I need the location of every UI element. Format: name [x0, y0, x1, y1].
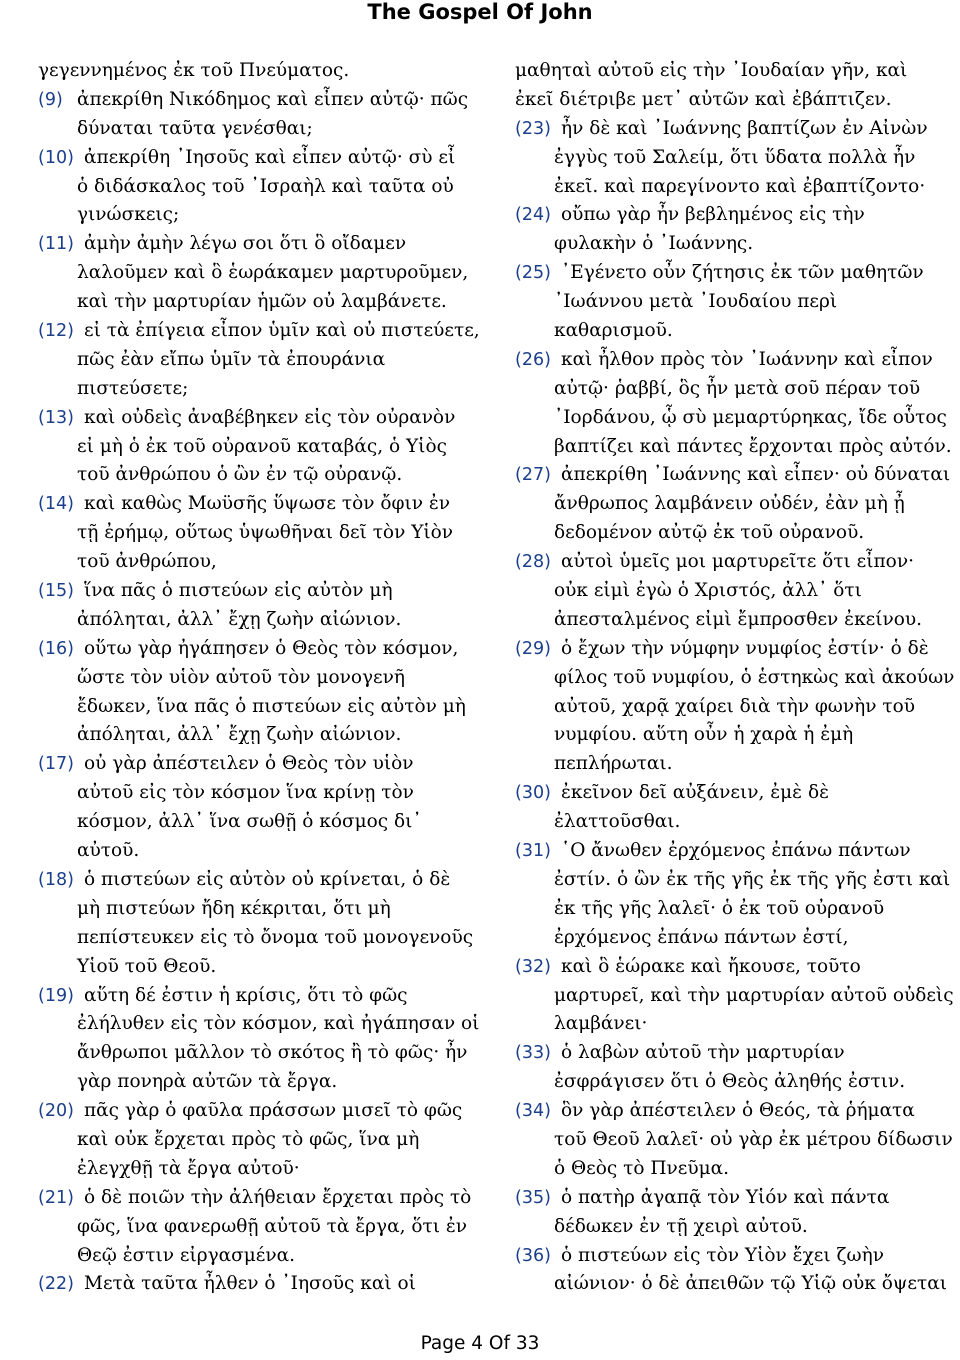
verse-text: ᾿Εγένετο οὖν ζήτησις ἐκ τῶν μαθητῶν [561, 262, 924, 284]
verse-text: οὐ γὰρ ἀπέστειλεν ὁ Θεὸς τὸν υἱὸν [84, 753, 414, 775]
verse-number: (30) [515, 783, 551, 804]
verse [38, 317, 480, 404]
verse-number: (9) [38, 89, 63, 110]
verse-text: ὁ λαβὼν αὐτοῦ τὴν μαρτυρίαν [561, 1042, 845, 1064]
verse-text: γὰρ πονηρὰ αὐτῶν τὰ ἔργα. [77, 1071, 338, 1093]
verse-number: (26) [515, 349, 551, 370]
verse-line [515, 953, 945, 982]
verse-text: οὔπω γὰρ ἦν βεβλημένος εἰς τὴν [561, 204, 865, 226]
verse-line [38, 721, 458, 750]
verse-text: ἀπόληται, ἀλλ᾿ ἔχῃ ζωὴν αἰώνιον. [77, 608, 402, 630]
verse-text: οὕτω γὰρ ἠγάπησεν ὁ Θεὸς τὸν κόσμον, [84, 637, 459, 659]
verse [38, 750, 458, 866]
verse [515, 779, 945, 837]
verse-line [38, 173, 458, 202]
verse [38, 86, 469, 144]
verse-line [38, 895, 458, 924]
verse-line [38, 1270, 458, 1299]
verse-number: (21) [38, 1187, 74, 1208]
verse-line [515, 519, 945, 548]
verse-line [515, 433, 952, 462]
verse-text: ἦν δὲ καὶ ᾿Ιωάννης βαπτίζων ἐν Αἰνὼν [561, 117, 928, 139]
verse-text: ᾿Ιωάννου μετὰ ᾿Ιουδαίου περὶ [554, 291, 838, 313]
verse-text: ἵνα πᾶς ὁ πιστεύων εἰς αὐτὸν μὴ [84, 580, 393, 602]
verse-line [515, 750, 945, 779]
verse-text: πιστεύσετε; [77, 377, 189, 399]
verse-line [38, 144, 458, 173]
verse-line [515, 57, 945, 86]
verse-line [515, 1097, 945, 1126]
verse-number: (11) [38, 234, 74, 255]
verse [38, 1184, 472, 1271]
verse-line [515, 1039, 945, 1068]
verse-line [515, 375, 945, 404]
verse-text: λαμβάνει· [554, 1013, 648, 1035]
verse-text: τοῦ ἀνθρώπου, [77, 551, 217, 573]
page-title: The Gospel Of John [367, 0, 593, 24]
verse [38, 1097, 463, 1184]
verse [515, 57, 945, 115]
verse-line [38, 635, 458, 664]
verse-text: ἄνθρωπος λαμβάνειν οὐδέν, ἐὰν μὴ ᾖ [554, 493, 905, 515]
verse-text: καθαρισμοῦ. [554, 320, 673, 342]
verse-text: τοῦ ἀνθρώπου ὁ ὢν ἐν τῷ οὐρανῷ. [77, 464, 403, 486]
verse-text: πεπλήρωται. [554, 753, 673, 775]
verse-number: (22) [38, 1274, 74, 1295]
verse-text: ἐλεγχθῇ τὰ ἔργα αὐτοῦ· [77, 1157, 300, 1179]
verse [515, 1097, 953, 1184]
verse-text: ἐστίν. ὁ ὢν ἐκ τῆς γῆς ἐκ τῆς γῆς ἐστι καὶ [554, 868, 951, 890]
verse-line [38, 1039, 468, 1068]
verse-text: πεπίστευκεν εἰς τὸ ὄνομα τοῦ μονογενοῦς [77, 926, 474, 948]
verse-text: ἐγγὺς τοῦ Σαλείμ, ὅτι ὕδατα πολλὰ ἦν [554, 146, 916, 168]
verse-line [515, 346, 945, 375]
verse-line [515, 693, 945, 722]
verse-line [38, 1097, 463, 1126]
verse-text: ἐλήλυθεν εἰς τὸν κόσμον, καὶ ἠγάπησαν οἱ [77, 1013, 480, 1035]
verse-line [515, 837, 945, 866]
verse-text: Θεῷ ἐστιν εἰργασμένα. [77, 1244, 296, 1266]
verse-number: (31) [515, 841, 551, 862]
verse-text: αὐτοῦ εἰς τὸν κόσμον ἵνα κρίνῃ τὸν [77, 782, 414, 804]
verse-text: ἐλαττοῦσθαι. [554, 811, 681, 833]
verse-number: (13) [38, 407, 74, 428]
verse [515, 461, 951, 548]
verse-line [38, 1242, 458, 1271]
verse [38, 57, 458, 86]
verse [515, 1242, 945, 1300]
verse-text: ἐκεῖνον δεῖ αὐξάνειν, ἐμὲ δὲ [561, 782, 830, 804]
verse [38, 1270, 458, 1299]
verse-line [38, 693, 466, 722]
verse-text: λαλοῦμεν καὶ ὃ ἑωράκαμεν μαρτυροῦμεν, [77, 262, 469, 284]
verse-line [38, 490, 458, 519]
verse-number: (12) [38, 321, 74, 342]
verse-line [38, 982, 458, 1011]
verse-text: ἐκ τῆς γῆς λαλεῖ· ὁ ἐκ τοῦ οὐρανοῦ [554, 897, 885, 919]
verse-line [38, 866, 458, 895]
verse-number: (34) [515, 1101, 551, 1122]
verse [38, 982, 480, 1098]
page-number: Page 4 Of 33 [420, 1333, 540, 1354]
verse-number: (15) [38, 581, 74, 602]
verse-text: αὐτοὶ ὑμεῖς μοι μαρτυρεῖτε ὅτι εἶπον· [561, 551, 914, 573]
verse-line [515, 779, 945, 808]
verse-text: τῇ ἐρήμῳ, οὕτως ὑψωθῆναι δεῖ τὸν Υἱὸν [77, 522, 454, 544]
verse-text: καὶ οὐκ ἔρχεται πρὸς τὸ φῶς, ἵνα μὴ [77, 1128, 420, 1150]
verse-line [38, 750, 458, 779]
verse-line [515, 1242, 945, 1271]
verse-line [38, 606, 458, 635]
verse-text: ὁ πιστεύων εἰς αὐτὸν οὐ κρίνεται, ὁ δὲ [84, 868, 451, 890]
verse-number: (33) [515, 1043, 551, 1064]
verse [38, 404, 458, 491]
verse-line [515, 721, 945, 750]
verse-text: ἔδωκεν, ἵνα πᾶς ὁ πιστεύων εἰς αὐτὸν μὴ [77, 695, 466, 717]
verse-text: αἰώνιον· ὁ δὲ ἀπειθῶν τῷ Υἱῷ οὐκ ὄψεται [554, 1273, 947, 1295]
verse-text: Υἱοῦ τοῦ Θεοῦ. [77, 955, 217, 977]
verse-line [515, 895, 945, 924]
verse-line [38, 461, 458, 490]
verse-line [515, 606, 945, 635]
verse-line [515, 1155, 945, 1184]
verse-text: οὐκ εἰμὶ ἐγὼ ὁ Χριστός, ἀλλ᾿ ὅτι [554, 580, 862, 602]
verse-number: (32) [515, 956, 551, 977]
verse-line [38, 375, 458, 404]
verse-number: (25) [515, 263, 551, 284]
verse [515, 1039, 945, 1097]
verse-text: φίλος τοῦ νυμφίου, ὁ ἑστηκὼς καὶ ἀκούων [554, 666, 955, 688]
verse-number: (20) [38, 1101, 74, 1122]
verse-line [515, 461, 951, 490]
verse-number: (24) [515, 205, 551, 226]
verse-line [38, 924, 474, 953]
verse-line [515, 1184, 945, 1213]
verse-line [515, 317, 945, 346]
verse [515, 548, 945, 635]
verse-line [38, 288, 458, 317]
verse-line [515, 144, 945, 173]
verse-text: ἀπεκρίθη ᾿Ιωάννης καὶ εἶπεν· οὐ δύναται [561, 464, 951, 486]
verse-line [38, 1184, 472, 1213]
verse-text: βαπτίζει καὶ πάντες ἔρχονται πρὸς αὐτόν. [554, 435, 952, 457]
verse-line [515, 924, 945, 953]
verse-line [515, 259, 945, 288]
verse-text: αὐτῷ· ῥαββί, ὃς ἦν μετὰ σοῦ πέραν τοῦ [554, 377, 921, 399]
verse-text: ἀπεσταλμένος εἰμὶ ἔμπροσθεν ἐκείνου. [554, 608, 922, 630]
verse-line [515, 201, 945, 230]
verse-line [515, 86, 945, 115]
verse-line [38, 953, 458, 982]
verse-text: ἐκεῖ διέτριβε μετ᾿ αὐτῶν καὶ ἐβάπτιζεν. [515, 88, 892, 110]
verse-text: ὁ πατὴρ ἀγαπᾷ τὸν Υἱόν καὶ πάντα [561, 1186, 890, 1208]
verse-text: μὴ πιστεύων ἤδη κέκριται, ὅτι μὴ [77, 897, 391, 919]
verse-text: πᾶς γὰρ ὁ φαῦλα πράσσων μισεῖ τὸ φῶς [84, 1100, 463, 1122]
verse-text: καὶ ἦλθον πρὸς τὸν ᾿Ιωάννην καὶ εἶπον [561, 348, 933, 370]
verse-line [515, 664, 955, 693]
verse-text: δύναται ταῦτα γενέσθαι; [77, 117, 313, 139]
verse-text: πῶς ἐὰν εἴπω ὑμῖν τὰ ἐπουράνια [77, 348, 386, 370]
verse-text: Μετὰ ταῦτα ἦλθεν ὁ ᾿Ιησοῦς καὶ οἱ [84, 1273, 416, 1295]
verse [38, 866, 474, 982]
verse-line [515, 404, 945, 433]
verse-number: (27) [515, 465, 551, 486]
verse-line [515, 866, 951, 895]
verse-line [38, 577, 458, 606]
verse-line [38, 1010, 480, 1039]
verse-text: ὁ δὲ ποιῶν τὴν ἀλήθειαν ἔρχεται πρὸς τὸ [84, 1186, 472, 1208]
verse [515, 953, 954, 1040]
verse-line [38, 1068, 458, 1097]
verse-line [38, 1126, 458, 1155]
verse-line [38, 1155, 458, 1184]
verse-line [38, 201, 458, 230]
verse-text: ὥστε τὸν υἱὸν αὐτοῦ τὸν μονογενῆ [77, 666, 405, 688]
verse-text: αὐτοῦ. [77, 840, 140, 862]
verse-text: ἐσφράγισεν ὅτι ὁ Θεὸς ἀληθής ἐστιν. [554, 1071, 906, 1093]
verse [515, 346, 952, 462]
verse-line [515, 635, 945, 664]
verse-number: (28) [515, 552, 551, 573]
verse-number: (29) [515, 638, 551, 659]
verse-text: εἰ τὰ ἐπίγεια εἶπον ὑμῖν καὶ οὐ πιστεύετε, [84, 320, 480, 342]
verse-line [38, 230, 458, 259]
verse-number: (35) [515, 1187, 551, 1208]
verse-line [38, 433, 458, 462]
verse-text: νυμφίου. αὕτη οὖν ἡ χαρὰ ἡ ἐμὴ [554, 724, 854, 746]
verse-line [38, 519, 458, 548]
verse-text: εἰ μὴ ὁ ἐκ τοῦ οὐρανοῦ καταβάς, ὁ Υἱὸς [77, 435, 447, 457]
verse-text: ἀμὴν ἀμὴν λέγω σοι ὅτι ὃ οἴδαμεν [84, 233, 407, 255]
verse-number: (36) [515, 1245, 551, 1266]
verse-line [515, 1213, 945, 1242]
verse-text: μαθηταὶ αὐτοῦ εἰς τὴν ᾿Ιουδαίαν γῆν, καὶ [515, 60, 908, 81]
verse-line [515, 1010, 945, 1039]
verse-line [38, 837, 458, 866]
verse-line [38, 259, 469, 288]
verse-line [515, 982, 954, 1011]
verse-text: καὶ τὴν μαρτυρίαν ἡμῶν οὐ λαμβάνετε. [77, 291, 447, 313]
verse-text: ὁ πιστεύων εἰς τὸν Υἱὸν ἔχει ζωὴν [561, 1244, 884, 1266]
verse [515, 259, 945, 346]
verse-text: γινώσκεις; [77, 204, 180, 226]
verse-text: αὕτη δέ ἐστιν ἡ κρίσις, ὅτι τὸ φῶς [84, 984, 408, 1006]
verse [38, 230, 469, 317]
verse [515, 837, 951, 953]
verse-text: ἐκεῖ. καὶ παρεγίνοντο καὶ ἐβαπτίζοντο· [554, 175, 926, 197]
verse [515, 635, 955, 779]
verse-text: μαρτυρεῖ, καὶ τὴν μαρτυρίαν αὐτοῦ οὐδεὶς [554, 984, 954, 1006]
verse-text: φυλακὴν ὁ ᾿Ιωάννης. [554, 233, 754, 255]
verse-text: ὁ Θεὸς τὸ Πνεῦμα. [554, 1157, 730, 1179]
verse-line [38, 808, 458, 837]
verse-line [515, 1126, 953, 1155]
verse-line [515, 577, 945, 606]
verse-line [515, 548, 945, 577]
verse-line [38, 779, 458, 808]
verse-number: (14) [38, 494, 74, 515]
verse-line [38, 115, 458, 144]
verse-text: δέδωκεν ἐν τῇ χειρὶ αὐτοῦ. [554, 1215, 808, 1237]
verse-number: (18) [38, 869, 74, 890]
verse [38, 490, 458, 577]
verse [515, 1184, 945, 1242]
verse-line [515, 490, 945, 519]
verse-line [38, 404, 458, 433]
verse-line [38, 664, 458, 693]
verse-line [515, 808, 945, 837]
verse-line [515, 288, 945, 317]
verse-number: (19) [38, 985, 74, 1006]
verse [38, 144, 458, 231]
verse-number: (23) [515, 118, 551, 139]
verse-text: ἀπόληται, ἀλλ᾿ ἔχῃ ζωὴν αἰώνιον. [77, 724, 402, 746]
verse-text: καὶ καθὼς Μωϋσῆς ὕψωσε τὸν ὄφιν ἐν [84, 493, 451, 515]
verse-line [38, 317, 480, 346]
verse-text: ἐρχόμενος ἐπάνω πάντων ἐστί, [554, 926, 849, 948]
verse-text: ἀπεκρίθη ᾿Ιησοῦς καὶ εἶπεν αὐτῷ· σὺ εἶ [84, 146, 456, 168]
verse-text: ὁ διδάσκαλος τοῦ ᾿Ισραὴλ καὶ ταῦτα οὐ [77, 175, 454, 197]
verse [515, 201, 945, 259]
verse-text: καὶ ὃ ἑώρακε καὶ ἤκουσε, τοῦτο [561, 955, 861, 977]
verse-text: καὶ οὐδεὶς ἀναβέβηκεν εἰς τὸν οὐρανὸν [84, 406, 456, 428]
verse-text: ῾Ο ἄνωθεν ἐρχόμενος ἐπάνω πάντων [561, 840, 911, 862]
verse-text: ὃν γὰρ ἀπέστειλεν ὁ Θεός, τὰ ῥήματα [561, 1100, 915, 1122]
verse-line [515, 230, 945, 259]
verse-text: ἀπεκρίθη Νικόδημος καὶ εἶπεν αὐτῷ· πῶς [77, 88, 469, 110]
verse-line [38, 548, 458, 577]
verse-line [515, 1068, 945, 1097]
verse-text: κόσμον, ἀλλ᾿ ἵνα σωθῇ ὁ κόσμος δι᾿ [77, 811, 422, 833]
right-column [515, 57, 955, 1299]
verse-text: τοῦ Θεοῦ λαλεῖ· οὐ γὰρ ἐκ μέτρου δίδωσιν [554, 1128, 953, 1150]
verse-line [515, 173, 945, 202]
verse-number: (10) [38, 147, 74, 168]
verse-text: γεγεννημένος ἐκ τοῦ Πνεύματος. [38, 60, 350, 81]
verse-line [515, 1270, 945, 1299]
verse-line [38, 346, 458, 375]
verse [38, 577, 458, 635]
verse-number: (16) [38, 638, 74, 659]
verse-line [515, 115, 945, 144]
verse-line [38, 1213, 468, 1242]
verse [515, 115, 945, 202]
left-column [38, 57, 480, 1299]
verse-number: (17) [38, 754, 74, 775]
verse-line [38, 57, 458, 86]
verse-text: αὐτοῦ, χαρᾷ χαίρει διὰ τὴν φωνὴν τοῦ [554, 695, 915, 717]
verse-text: ἄνθρωποι μᾶλλον τὸ σκότος ἢ τὸ φῶς· ἦν [77, 1042, 468, 1064]
verse-line [38, 86, 469, 115]
verse-text: ὁ ἔχων τὴν νύμφην νυμφίος ἐστίν· ὁ δὲ [561, 637, 929, 659]
verse-text: δεδομένον αὐτῷ ἐκ τοῦ οὐρανοῦ. [554, 522, 865, 544]
verse-text: ᾿Ιορδάνου, ᾧ σὺ μεμαρτύρηκας, ἴδε οὗτος [554, 406, 947, 428]
verse-text: φῶς, ἵνα φανερωθῇ αὐτοῦ τὰ ἔργα, ὅτι ἐν [77, 1215, 468, 1237]
verse [38, 635, 466, 751]
